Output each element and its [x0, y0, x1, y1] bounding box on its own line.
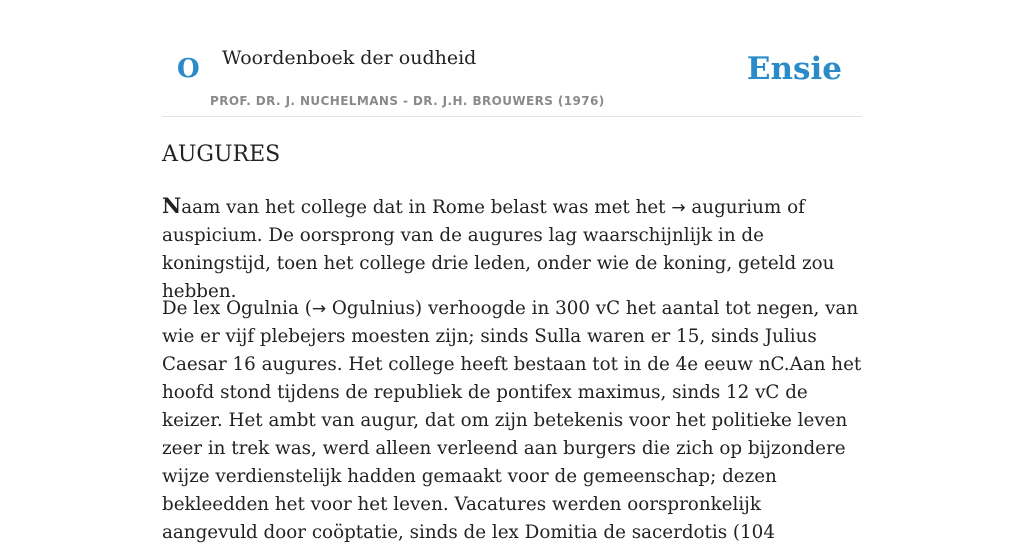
arrow-right-icon: → [671, 198, 686, 218]
content-column [162, 0, 862, 543]
book-authors: PROF. DR. J. NUCHELMANS - DR. J.H. BROUWERS (1976) [210, 94, 605, 108]
arrow-right-icon: → [311, 299, 327, 319]
entry-header [162, 0, 862, 117]
paragraph-text: aam van het college dat in Rome belast was met het [181, 197, 672, 218]
link-ogulnius[interactable] [312, 298, 415, 319]
paragraph-text: of auspicium. De oorsprong van de augures lag waarschijnlijk in de koningstijd, toen het college drie leden, onder wie de koning, geteld zou hebben. [162, 197, 835, 302]
link-label: Ogulnius [331, 298, 416, 319]
dropcap-letter: N [162, 193, 182, 218]
paragraph-text: De lex Ogulnia ( [162, 298, 312, 319]
book-title[interactable]: Woordenboek der oudheid [222, 47, 477, 69]
entry-paragraph-2 [162, 295, 862, 547]
index-letter[interactable]: O [177, 54, 200, 84]
link-label: augurium [691, 197, 782, 218]
brand-logo[interactable]: Ensie [746, 51, 842, 87]
entry-title: AUGURES [162, 142, 281, 167]
paragraph-text: ) verhoogde in 300 vC het aantal tot negen, van wie er vijf plebejers moesten zijn; sinds Sulla waren er 15, sinds Julius Caesar 16 augures. Het college heeft bestaan tot in de 4e eeuw nC.Aan het hoofd stond tijdens de republiek de pontifex maximus, sinds 12 vC de keizer. Het ambt van augur, dat om zijn betekenis voor het politieke leven zeer in trek was, werd alleen verleend aan burgers die zich op bijzondere wijze verdienstelijk hadden gemaakt voor de gemeenschap; dezen bekleedden het voor het leven. Vacatures werden oorspronkelijk aangevuld door coöptatie, sinds de lex Domitia de sacerdotis (104 [162, 298, 862, 543]
entry-paragraph-1 [162, 192, 862, 306]
link-augurium[interactable] [671, 197, 781, 218]
